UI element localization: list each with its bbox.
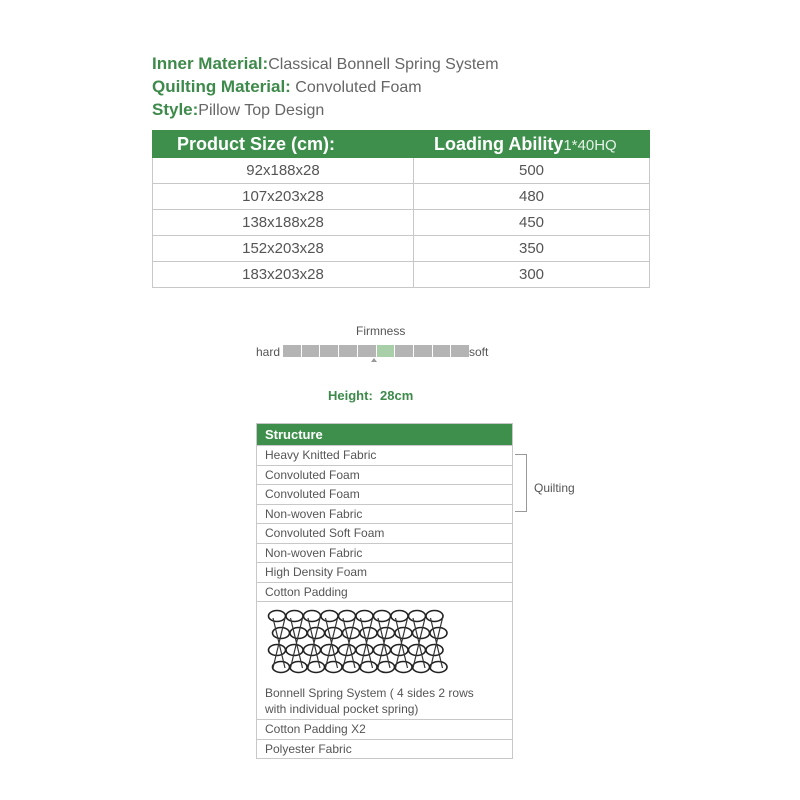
firmness-segment — [433, 345, 452, 357]
structure-layer: Non-woven Fabric — [257, 504, 512, 524]
spec-key: Quilting Material: — [152, 77, 291, 96]
structure-layer: Heavy Knitted Fabric — [257, 445, 512, 465]
spec-key: Style: — [152, 100, 199, 119]
spec-style — [152, 98, 499, 121]
spring-wire — [326, 618, 338, 668]
table-row — [153, 262, 650, 288]
spring-coil — [374, 611, 391, 622]
cell-size: 138x188x28 — [153, 210, 414, 236]
spring-wire — [378, 618, 390, 668]
structure-layer: Convoluted Soft Foam — [257, 523, 512, 543]
spring-coil — [426, 611, 443, 622]
spring-caption-line1: Bonnell Spring System ( 4 sides 2 rows — [265, 686, 474, 700]
spring-wire — [431, 618, 443, 668]
spring-coil — [273, 662, 290, 673]
spring-coil — [286, 611, 303, 622]
spring-coil — [360, 662, 377, 673]
firmness-segment — [451, 345, 469, 357]
spring-coil — [269, 611, 286, 622]
spec-value: Pillow Top Design — [198, 102, 325, 119]
spring-wire — [361, 618, 373, 668]
spring-coil — [304, 611, 321, 622]
structure-layer: Polyester Fabric — [257, 739, 512, 759]
spec-quilting-material — [152, 75, 499, 98]
spring-wire — [413, 618, 425, 668]
table-row — [153, 184, 650, 210]
structure-layer: Non-woven Fabric — [257, 543, 512, 563]
firmness-segment — [358, 345, 377, 357]
firmness-segment — [283, 345, 302, 357]
spring-coil — [409, 611, 426, 622]
structure-layer: Convoluted Foam — [257, 465, 512, 485]
spring-wire — [291, 618, 303, 668]
cell-loading: 350 — [414, 236, 650, 262]
spring-coil — [413, 662, 430, 673]
structure-layer: Cotton Padding X2 — [257, 719, 512, 739]
table-row — [153, 158, 650, 184]
spring-coil — [325, 662, 342, 673]
firmness-segment — [339, 345, 358, 357]
structure-table — [256, 423, 513, 759]
cell-size: 107x203x28 — [153, 184, 414, 210]
spring-coil — [308, 662, 325, 673]
spec-key: Inner Material: — [152, 54, 269, 73]
firmness-segment — [320, 345, 339, 357]
firmness-title: Firmness — [356, 324, 406, 338]
cell-loading: 450 — [414, 210, 650, 236]
structure-layer: High Density Foam — [257, 562, 512, 582]
spec-value: Classical Bonnell Spring System — [268, 56, 499, 73]
firmness-segment — [302, 345, 321, 357]
spring-coil — [343, 662, 360, 673]
cell-loading: 500 — [414, 158, 650, 184]
header-loading-ability — [414, 131, 650, 158]
cell-size: 92x188x28 — [153, 158, 414, 184]
quilting-label: Quilting — [534, 481, 575, 495]
height-value: 28cm — [380, 388, 414, 403]
spec-lines — [152, 52, 499, 121]
spring-wire — [343, 618, 355, 668]
cell-loading: 480 — [414, 184, 650, 210]
cell-size: 152x203x28 — [153, 236, 414, 262]
spring-coil-icon — [265, 608, 455, 684]
firmness-segment — [414, 345, 433, 357]
spec-value: Convoluted Foam — [290, 79, 422, 96]
spring-caption — [265, 685, 505, 717]
height-line — [328, 388, 413, 403]
spring-coil — [395, 662, 412, 673]
cell-loading: 300 — [414, 262, 650, 288]
size-loading-table — [152, 130, 650, 288]
spring-coil — [391, 611, 408, 622]
firmness-segment-active — [377, 345, 396, 357]
spring-wire — [308, 618, 320, 668]
cell-size: 183x203x28 — [153, 262, 414, 288]
header-loading-label: Loading Ability — [434, 133, 564, 154]
quilting-bracket — [515, 454, 527, 512]
spring-coil — [321, 611, 338, 622]
spring-coil — [356, 611, 373, 622]
firmness-hard-label: hard — [256, 345, 281, 359]
firmness-pointer-icon — [371, 358, 377, 362]
structure-layer: Cotton Padding — [257, 582, 512, 602]
structure-title: Structure — [257, 424, 512, 445]
spring-wire — [396, 618, 408, 668]
table-row — [153, 236, 650, 262]
table-header-row — [153, 131, 650, 158]
firmness-scale — [283, 345, 469, 357]
spring-system-cell — [257, 601, 512, 719]
spring-coil — [430, 662, 447, 673]
firmness-segment — [395, 345, 414, 357]
spec-inner-material — [152, 52, 499, 75]
structure-layer: Convoluted Foam — [257, 484, 512, 504]
spring-coil — [339, 611, 356, 622]
spring-caption-line2: with individual pocket spring) — [265, 702, 419, 716]
spring-coil — [290, 662, 307, 673]
spring-wire — [273, 618, 285, 668]
spring-coil — [378, 662, 395, 673]
height-label: Height: — [328, 388, 373, 403]
firmness-soft-label: soft — [469, 345, 489, 359]
header-loading-sub: 1*40HQ — [563, 136, 617, 154]
table-row — [153, 210, 650, 236]
header-product-size: Product Size (cm): — [153, 131, 414, 158]
